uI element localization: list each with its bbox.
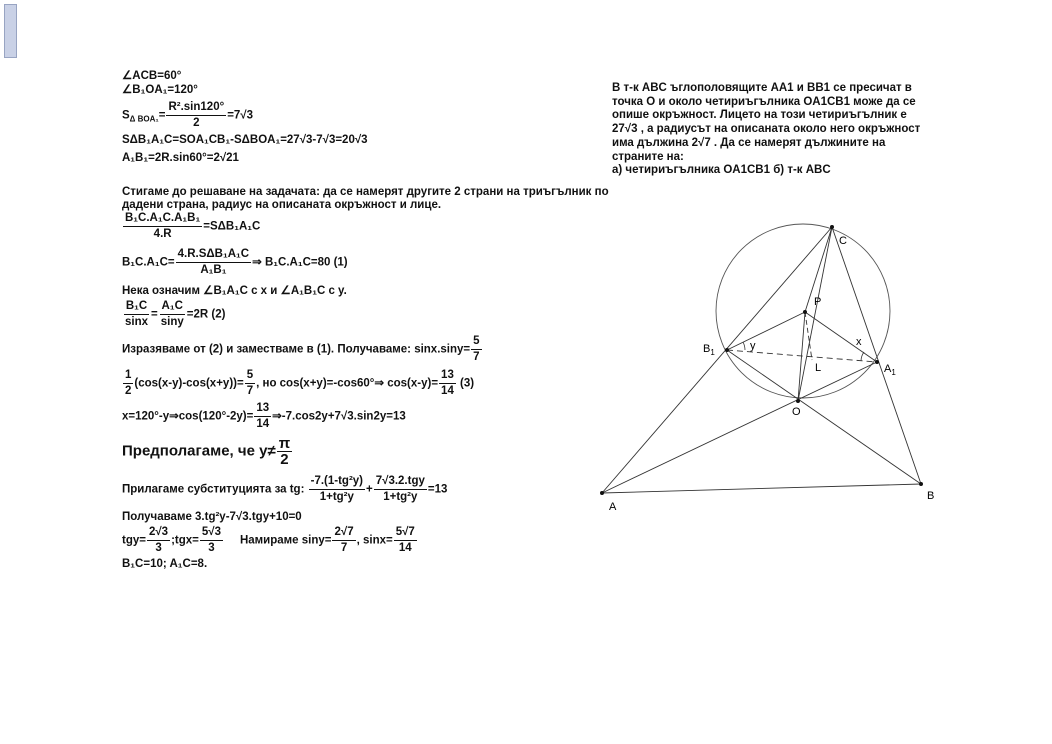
- side-ab: [602, 484, 921, 493]
- bisector-aa1: [602, 362, 877, 493]
- problem-line: страните на:: [612, 150, 684, 163]
- solution-paragraph-1b: дадени страна, радиус на описаната окръжност и лице.: [122, 199, 442, 211]
- label-p: P: [814, 296, 822, 308]
- fraction-13-14: $\frac{13}{14}$: [441, 369, 454, 397]
- solution-line-answer: B₁C=10; A₁C=8.: [122, 558, 208, 570]
- fraction-13-14-b: $\frac{13}{14}$: [256, 402, 270, 430]
- point-b: [919, 482, 923, 486]
- solution-line-tg-values: tgy= $\frac{2√3}{3}$ ;tgx= $\frac{5√3}{3}$ Намираме siny= $\frac{2√7}{7}$ , sinx= $\frac{5√7}{14}$: [122, 526, 415, 554]
- problem-line: В т-к ABC ъглополовящите AA1 и BB1 се пресичат в: [612, 82, 912, 94]
- problem-line: точка О и около четириъгълника OA1CB1 може да се: [612, 95, 916, 108]
- point-o: [796, 399, 800, 403]
- solution-line-cos120: x=120°-y⇒cos(120°-2y)= $\frac{13}{14}$ ⇒-7.cos2y+7√3.sin2y=13: [122, 402, 406, 430]
- solution-line-angle-b1oa1: ∠B₁OA₁=120°: [122, 84, 198, 96]
- solution-paragraph-1a: Стигаме до решаване на задачата: да се намерят другите 2 страни на триъгълник по: [122, 186, 609, 198]
- label-a: A: [609, 501, 617, 513]
- fraction-tgx: $\frac{5√3}{3}$: [201, 526, 221, 554]
- label-y: y: [750, 340, 756, 352]
- fraction-4rs-over-a1b1: $\frac{\text{4.R.SΔB₁A₁C}}{\text{A₁B₁}}$: [177, 248, 250, 276]
- fraction-5-7: $\frac{5}{7}$: [473, 335, 480, 363]
- point-c: [830, 225, 834, 229]
- solution-line-quadratic: Получаваме 3.tg²y-7√3.tgy+10=0: [122, 511, 302, 523]
- fraction-pi-2: $\frac{\pi}{2}$: [278, 435, 291, 468]
- solution-line-tg-substitution: Прилагаме субституцията за tg: $\frac{\text{-7.(1-tg²y)}}{\text{1+tg²y}}$ + $\frac{\text{7√3.2.tgy}}{\text{1+tg²y}}$ =13: [122, 475, 448, 503]
- solution-formula-sine-rule: $\frac{\text{B₁C}}{\sin x}$ = $\frac{\text{A₁C}}{\sin y}$ =2R (2): [125, 300, 226, 328]
- angle-arc-x: [861, 352, 864, 361]
- segment-pa1: [805, 312, 877, 362]
- solution-heading-assumption: Предполагаме, че y≠ $\frac{\pi}{2}$: [122, 435, 291, 468]
- label-x: x: [856, 336, 862, 348]
- area-result: =7√3: [227, 109, 254, 122]
- label-l: L: [815, 362, 822, 374]
- solution-line-cos-difference: $\frac{1}{2}$ (cos(x-y)-cos(x+y))= $\frac{5}{7}$ , но cos(x+y)=-cos60°⇒ cos(x-y)= $\frac{13}{14}$ (3): [125, 369, 475, 397]
- fraction-product-over-4r: $\frac{\text{B₁C.A₁C.A₁B₁}}{4.R}$: [125, 212, 201, 240]
- solution-line-angle-acb: ∠ACB=60°: [122, 70, 182, 82]
- side-bc: [832, 227, 921, 484]
- solution-line-area-difference: SΔB₁A₁C=SOA₁CB₁-SΔBOA₁=27√3-7√3=20√3: [122, 134, 368, 146]
- formula-result: ⇒ B₁C.A₁C=80 (1): [252, 256, 348, 269]
- solution-line-notation: Нека означим ∠B₁A₁C с x и ∠A₁B₁C с y.: [122, 285, 347, 297]
- equals-sign: =: [158, 109, 166, 122]
- fraction-tgy: $\frac{2√3}{3}$: [148, 526, 169, 554]
- solution-line-a1b1: A₁B₁=2R.sin60°=2√21: [122, 152, 239, 164]
- fraction-area: $\frac{\text{R².sin120°}}{2}$: [168, 101, 225, 129]
- area-symbol: S: [122, 109, 130, 122]
- point-a1: [875, 360, 879, 364]
- point-b1: [725, 348, 729, 352]
- fraction-tg-1: $\frac{\text{-7.(1-tg²y)}}{\text{1+tg²y}}$: [310, 475, 364, 503]
- side-ac: [602, 227, 832, 493]
- label-b: B: [927, 490, 935, 502]
- fraction-a1c-siny: $\frac{\text{A₁C}}{\sin y}$: [160, 300, 184, 328]
- segment-b1p: [727, 312, 805, 350]
- circumscribed-circle: [716, 224, 890, 398]
- area-subscript: Δ BOA₁: [129, 114, 159, 124]
- point-p: [803, 310, 807, 314]
- fraction-1-2: $\frac{1}{2}$: [125, 369, 132, 397]
- label-b1: $B_1$: [703, 343, 715, 357]
- fraction-tg-2: $\frac{\text{7√3.2.tgy}}{\text{1+tg²y}}$: [375, 475, 425, 503]
- angle-arc-y: [743, 342, 745, 350]
- label-o: O: [792, 406, 801, 418]
- segment-po: [798, 312, 805, 401]
- label-c: C: [839, 235, 847, 247]
- segment-co: [798, 227, 832, 401]
- problem-line: има дължина 2√7 . Да се намерят дължините на: [612, 136, 886, 149]
- problem-line: опише окръжност. Лицето на този четириъгълник е: [612, 109, 907, 122]
- solution-line-substitution: Изразяваме от (2) и заместваме в (1). Получаваме: sinx.siny= $\frac{5}{7}$: [122, 335, 480, 363]
- problem-line: а) четириъгълника OA1CB1 б) т-к ABC: [612, 164, 831, 177]
- fraction-siny: $\frac{2√7}{7}$: [334, 526, 354, 554]
- label-a1: $A_1$: [884, 363, 896, 377]
- formula-lhs: B₁C.A₁C=: [122, 256, 175, 269]
- fraction-sinx: $\frac{5√7}{14}$: [395, 526, 415, 554]
- fraction-b1c-sinx: $\frac{\text{B₁C}}{\sin x}$: [125, 300, 149, 328]
- point-a: [600, 491, 604, 495]
- fraction-5-7-b: $\frac{5}{7}$: [246, 369, 254, 397]
- problem-line: 27√3 , а радиусът на описаната около него окръжност: [612, 123, 921, 136]
- formula-rhs: =SΔB₁A₁C: [203, 220, 261, 233]
